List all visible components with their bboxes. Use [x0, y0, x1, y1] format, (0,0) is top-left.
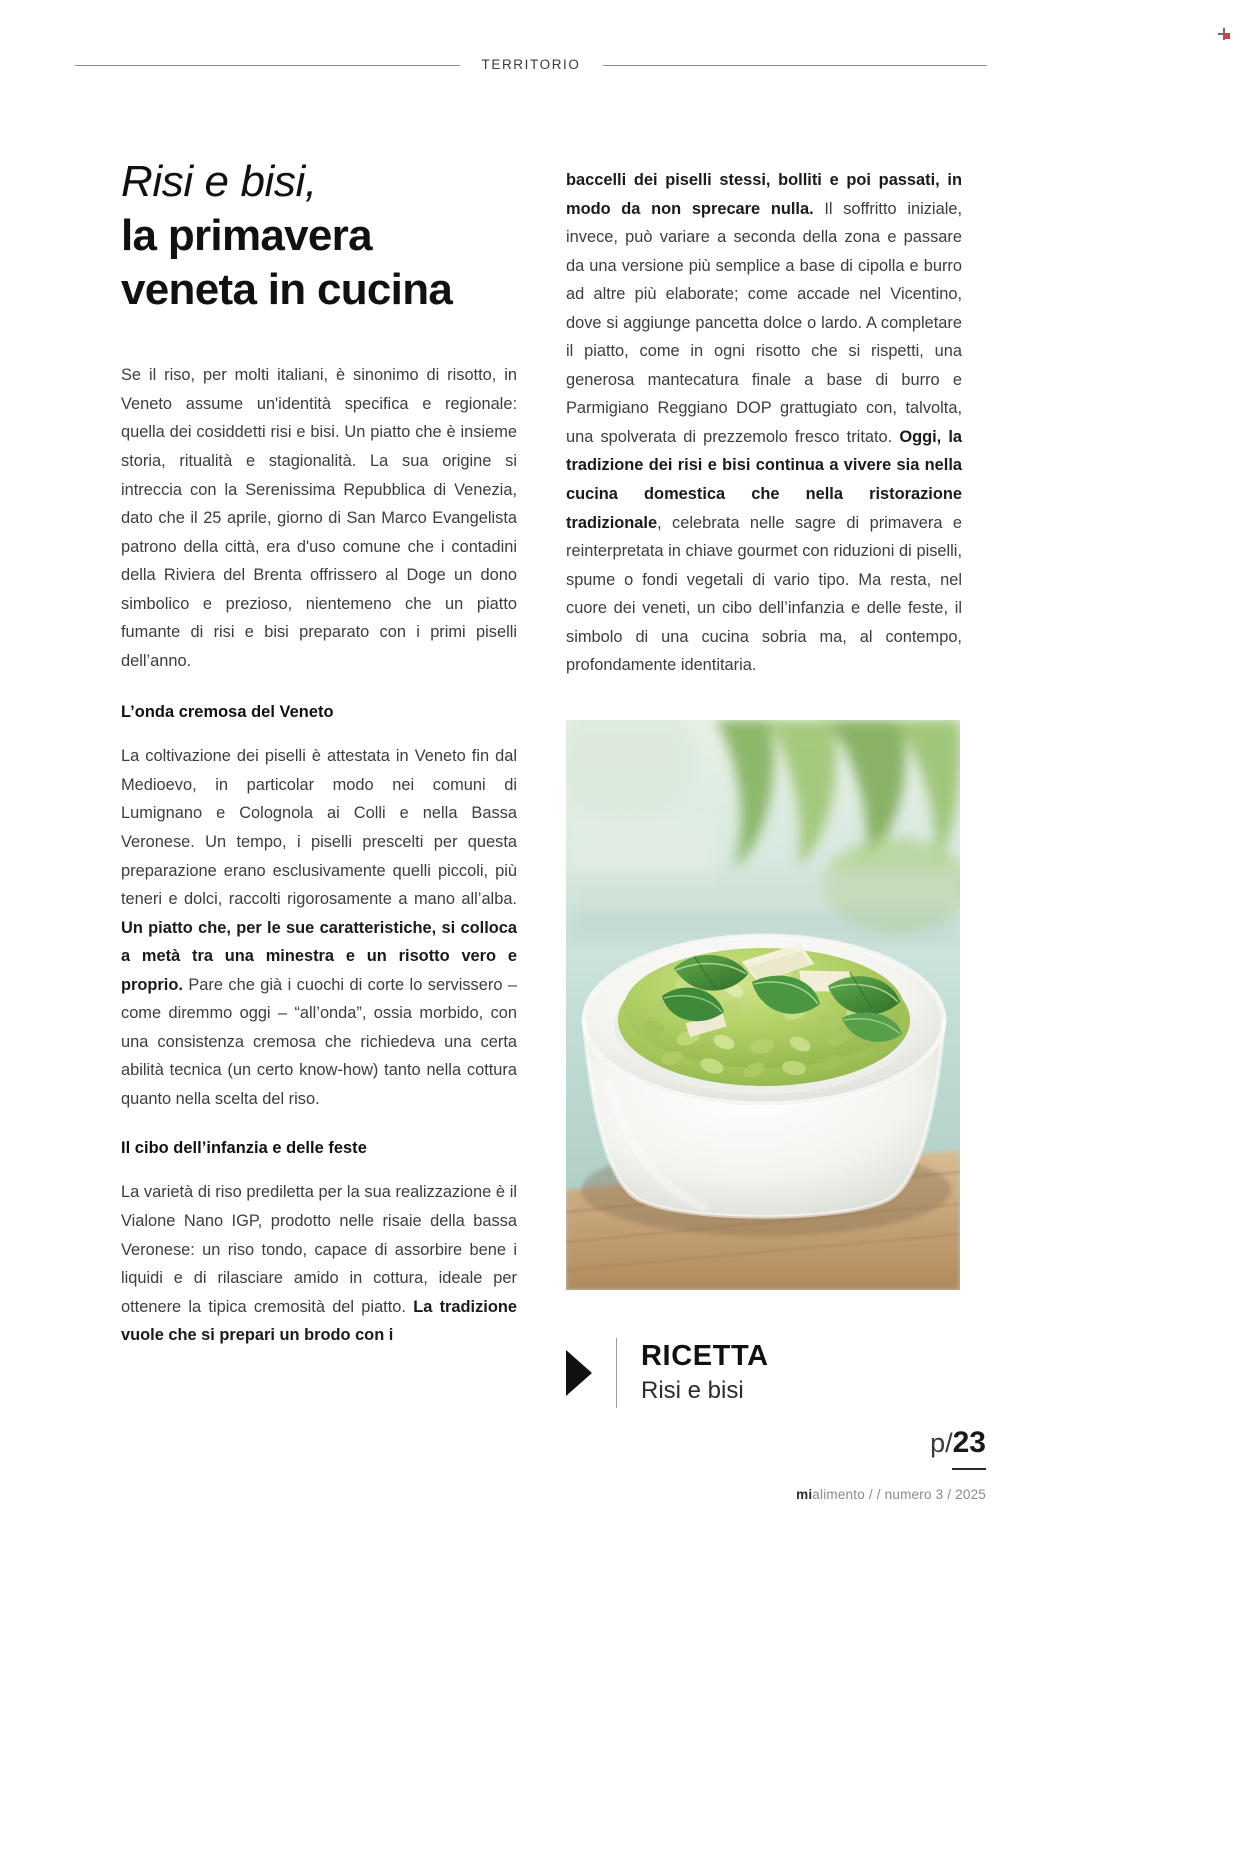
paragraph-coltivazione-part-a: La coltivazione dei piselli è attestata in Veneto fin dal Medioevo, in particolar modo nei comuni di Lumignano e Colognola ai Colli e nella Bassa Veronese. Un tempo, i piselli prescelti per questa preparazione erano esclusivamente quelli piccoli, più teneri e dolci, raccolti rigorosamente a mano all’alba. — [121, 747, 517, 909]
page-number-value: 23 — [952, 1426, 986, 1459]
article-photo — [566, 720, 960, 1290]
folio-rule — [952, 1468, 986, 1470]
page-number — [930, 1428, 986, 1458]
registration-mark-icon — [1218, 28, 1230, 40]
paragraph-coltivazione — [121, 742, 517, 1113]
paragraph-coltivazione-emphasis: Un piatto che, per le sue caratteristiche, si colloca a metà tra una minestra e un risotto vero e proprio. — [121, 918, 517, 994]
recipe-callout[interactable] — [560, 1338, 960, 1408]
paragraph-vialone-part-a: La varietà di riso prediletta per la sua realizzazione è il Vialone Nano IGP, prodotto nelle risaie della bassa Veronese: un riso tondo, capace di assorbire bene i liquidi e di rilasciare amido in cottura, ideale per ottenere la tipica cremosità del piatto. — [121, 1183, 517, 1316]
headline-line-1: Risi e bisi, — [121, 157, 317, 206]
colophon — [796, 1487, 986, 1502]
paragraph-vialone-emphasis: La tradizione vuole che si prepari un brodo con i — [121, 1297, 517, 1345]
colophon-brand-rest: alimento — [812, 1487, 865, 1502]
paragraph-intro: Se il riso, per molti italiani, è sinonimo di risotto, in Veneto assume un'identità specifica e regionale: quella dei cosiddetti risi e bisi. Un piatto che è insieme storia, ritualità e stagionalità. La sua origine si intreccia con la Serenissima Repubblica di Venezia, dato che il 25 aprile, giorno di San Marco Evangelista patrono della città, era d'uso comune che i contadini della Riviera del Brenta offrissero al Doge un dono simbolico e prezioso, nientemeno che un piatto fumante di risi e bisi preparato con i primi piselli dell’anno. — [121, 366, 517, 670]
recipe-text — [641, 1340, 960, 1406]
colophon-brand-mi: mi — [796, 1487, 813, 1502]
left-column — [121, 155, 517, 1350]
running-head-label: TERRITORIO — [481, 57, 581, 72]
paragraph-coltivazione-part-c: Pare che già i cuochi di corte lo servissero – come diremmo oggi – “all’onda”, ossia morbido, con una consistenza cremosa che richiedeva una certa abilità tecnica (un certo know-how) tanto nella cottura quanto nella scelta del riso. — [121, 975, 517, 1108]
risi-e-bisi-photo-illustration — [566, 720, 960, 1290]
subheading-onda-cremosa: L’onda cremosa del Veneto — [121, 703, 334, 722]
paragraph-vialone — [121, 1178, 517, 1349]
paragraph-baccelli-part-d: , celebrata nelle sagre di primavera e reinterpretata in chiave gourmet con riduzioni di piselli, spume o fondi vegetali di vario tipo. Ma resta, nel cuore dei veneti, un cibo dell’infanzia e delle feste, il simbolo di una cucina sobria ma, al contempo, profondamente identitaria. — [566, 513, 962, 675]
paragraph-baccelli-emphasis-a: baccelli dei piselli stessi, bolliti e poi passati, in modo da non sprecare nulla. — [566, 171, 962, 218]
right-column — [566, 166, 962, 680]
running-head — [75, 58, 987, 73]
play-triangle-icon — [566, 1350, 592, 1396]
headline-line-2: la primavera — [121, 211, 372, 261]
folio — [930, 1428, 986, 1470]
headline-line-3: veneta in cucina — [121, 265, 453, 315]
recipe-kicker: RICETTA — [641, 1339, 769, 1372]
recipe-name: Risi e bisi — [641, 1377, 744, 1405]
article-headline — [121, 155, 517, 317]
running-head-rule-left — [75, 65, 460, 66]
paragraph-baccelli-emphasis-c: Oggi, la tradizione dei risi e bisi continua a vivere sia nella cucina domestica che nella ristorazione tradizionale — [566, 427, 962, 532]
colophon-issue: / / numero 3 / 2025 — [864, 1487, 986, 1502]
paragraph-baccelli — [566, 166, 962, 680]
subheading-cibo-infanzia: Il cibo dell’infanzia e delle feste — [121, 1139, 367, 1158]
paragraph-baccelli-part-b: Il soffritto iniziale, invece, può variare a seconda della zona e passare da una versione più semplice a base di cipolla e burro ad altre più elaborate; come accade nel Vicentino, dove si aggiunge pancetta dolce o lardo. A completare il piatto, come in ogni risotto che si rispetti, una generosa mantecatura finale a base di burro e Parmigiano Reggiano DOP grattugiato con, talvolta, una spolverata di prezzemolo fresco tritato. — [566, 199, 963, 446]
page-number-prefix: p/ — [930, 1428, 953, 1458]
recipe-divider — [616, 1338, 617, 1408]
running-head-rule-right — [603, 65, 988, 66]
